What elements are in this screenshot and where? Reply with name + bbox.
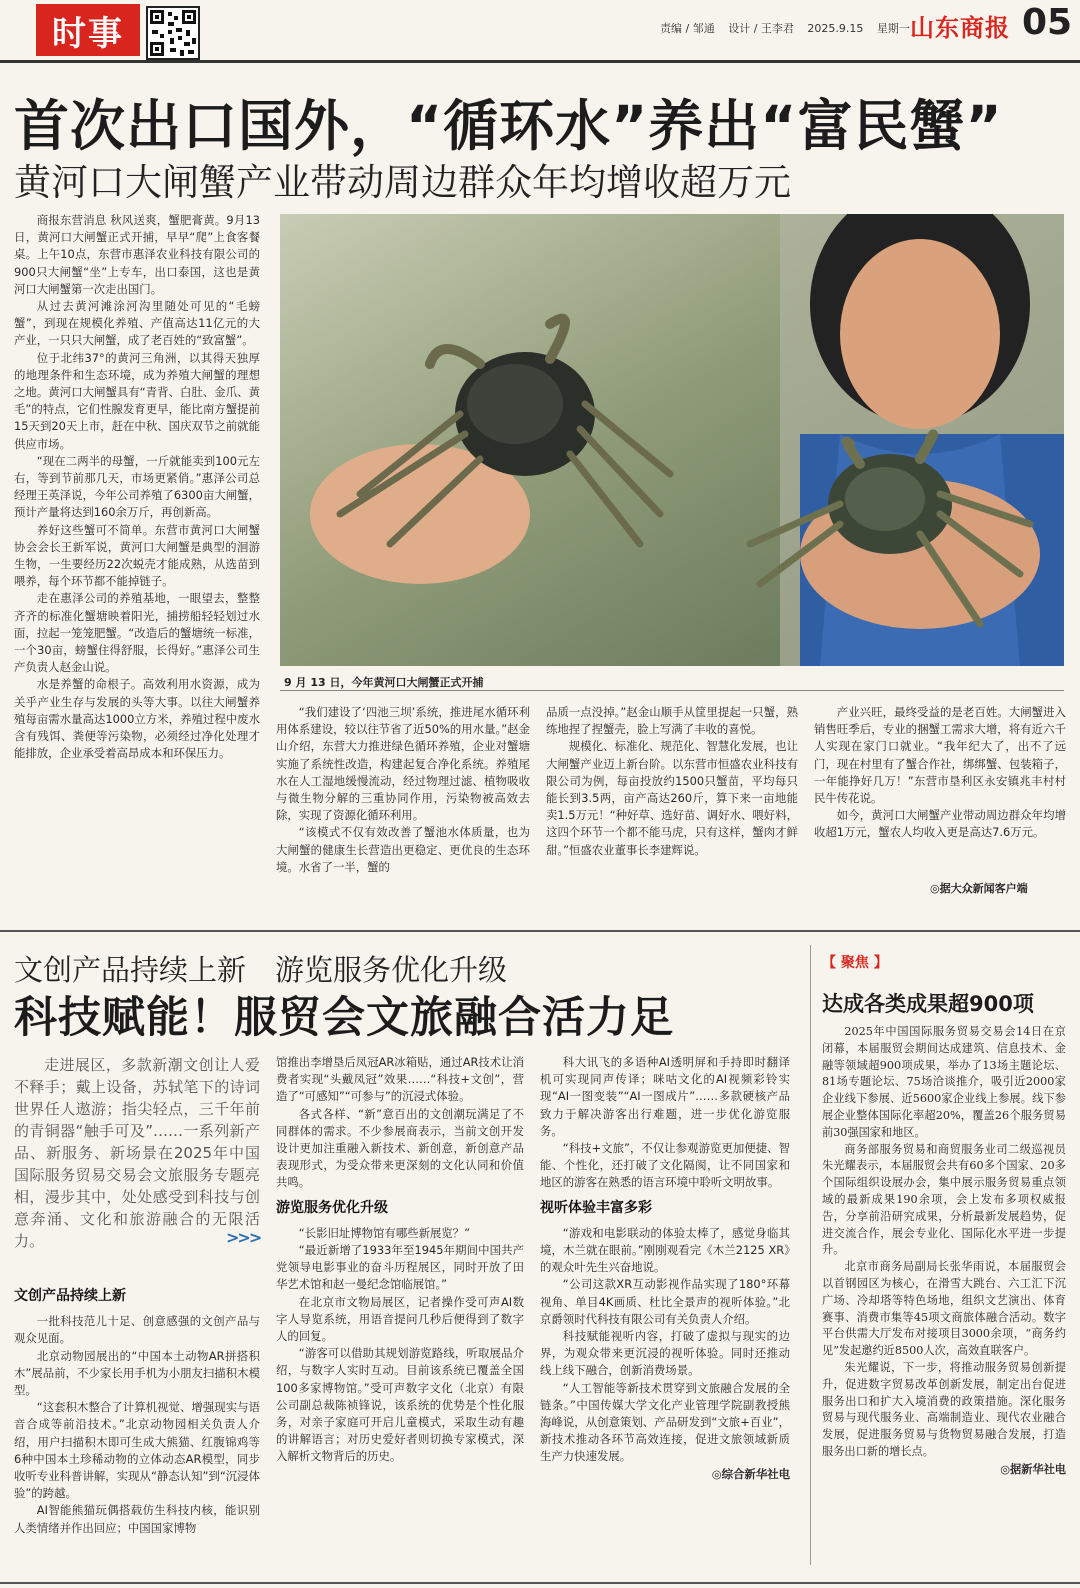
- paragraph: “人工智能等新技术贯穿到文旅融合发展的全链条。”中国传媒大学文化产业管理学院副教授熊海峰说，从创意策划、产品研发到“文旅+百业”，新技术推动各环节高效连接，促进文旅领域新质生产力快速发展。: [540, 1380, 790, 1464]
- paragraph: 品质一点没掉。”赵金山顺手从筐里提起一只蟹，熟练地捏了捏蟹壳，脸上写满了丰收的喜悦。: [546, 705, 798, 737]
- subhead-shiting: 视听体验丰富多彩: [540, 1199, 652, 1216]
- section-divider: [0, 930, 1080, 932]
- issue-weekday: 星期一: [876, 22, 910, 35]
- paragraph: 商务部服务贸易和商贸服务业司二级巡视员朱光耀表示，本届服贸会共有60多个国家、20多个国际组织设展办会，集中展示服务贸易重点领域的最新成果190余项，会上发布多项权威报告，分享前沿研究成果，分析最新发展趋势，促进交流合作，展会专业化、国际化水平进一步提升。: [822, 1142, 1066, 1257]
- story2-intro: [14, 1054, 260, 1252]
- story2-headline: 科技赋能！服贸会文旅融合活力足: [14, 993, 674, 1043]
- story1-column-4: [814, 704, 1066, 904]
- bottom-divider: [0, 1582, 1080, 1584]
- story2-credit: ◎综合新华社电: [711, 1466, 790, 1481]
- photo-caption: 9 月 13 日，今年黄河口大闸蟹正式开捕: [284, 676, 484, 689]
- story1-column-1: [14, 212, 260, 902]
- paragraph: “长影旧址博物馆有哪些新展览？”: [298, 1225, 471, 1240]
- paragraph: “科技+文旅”，不仅让参观游览更加便捷、智能、个性化，还打破了文化隔阂，让不同国家和地区的游客在熟悉的语言环境中聆听文明故事。: [540, 1141, 790, 1190]
- caption-divider: [280, 690, 1064, 691]
- paragraph: “我们建设了‘四池三坝’系统，推进尾水循环利用体系建设，较以往节省了近50%的用水量。”赵金山介绍，东营大力推进绿色循环养殖，企业对蟹塘实施了系统性改造，构建起复合净化系统。养殖尾水在人工湿地缓慢流动，经过物理过滤、植物吸收与微生物分解的三重协同作用，污染物被高效去除，实现了资源化循环利用。: [276, 705, 530, 823]
- story2-column-3: [540, 1054, 790, 1534]
- paragraph: 养好这些蟹可不简单。东营市黄河口大闸蟹协会会长王新军说，黄河口大闸蟹是典型的洄游生物，一生要经历22次蜕壳才能成熟，从选苗到喂养，每个环节都不能掉链子。: [14, 522, 260, 589]
- crab-photo: [280, 214, 1064, 666]
- story2-column-1: [14, 1054, 260, 1534]
- paragraph: 朱光耀说，下一步，将推动服务贸易创新提升，促进数字贸易改革创新发展，制定出台促进服务出口和扩大入境消费的政策措施。深化服务贸易与现代服务业、高端制造业、现代农业融合发展，促进服务贸易与货物贸易融合发展，打造服务出口新的增长点。: [822, 1360, 1066, 1458]
- qr-code-icon[interactable]: [146, 6, 200, 60]
- paragraph: 北京动物园展出的“中国本土动物AR拼搭积木”展品前，不少家长用手机为小朋友扫描积木模型。: [14, 1348, 260, 1398]
- header-divider: [0, 60, 1080, 63]
- story1-headline: 首次出口国外，“循环水”养出“富民蟹”: [14, 94, 1003, 158]
- header-info: [660, 20, 920, 36]
- sidebar-divider: [810, 945, 811, 1565]
- paragraph: 走在惠泽公司的养殖基地，一眼望去，整整齐齐的标准化蟹塘映着阳光，捕捞船轻轻划过水面，拉起一笼笼肥蟹。“改造后的蟹塘统一标准，一个30亩，螃蟹住得舒服，长得好。”惠泽公司生产负责人赵金山说。: [14, 591, 260, 675]
- designer-credit: 设计 / 王李君: [728, 22, 794, 35]
- story3-column: [822, 1024, 1066, 1564]
- subhead-wenchuang: 文创产品持续上新: [14, 1288, 126, 1304]
- paragraph: 在北京市文物局展区，记者操作受可声AI数字人导览系统，用语音提问几秒后便得到了数字人的回复。: [276, 1294, 524, 1344]
- page-number: 05: [1022, 2, 1073, 43]
- paragraph: 各式各样、“新”意百出的文创潮玩满足了不同群体的需求。不少参展商表示，当前文创开发设计更加注重融入新技术、新创意，新创意产品表现形式，为受众带来更深刻的文化认同和价值共鸣。: [276, 1106, 524, 1190]
- paragraph: 规模化、标准化、规范化、智慧化发展，也让大闸蟹产业迈上新台阶。以东营市恒盛农业科技有限公司为例，每亩投放约1500只蟹苗，平均每只能长到3.5两，亩产高达260斤，算下来一亩地能卖1.5万元！“种好草、选好苗、调好水、喂好料，这四个环节一个都不能马虎，只有这样，蟹肉才鲜甜。”恒盛农业董事长李建辉说。: [546, 739, 798, 857]
- story1-credit: ◎据大众新闻客户端: [930, 882, 1028, 895]
- paragraph: 水是养蟹的命根子。高效利用水资源，成为关乎产业生存与发展的头等大事。以往大闸蟹养殖每亩需水量高达1000立方米，养殖过程中废水含有残饵、粪便等污染物，必须经过净化处理才能排放，企业承受着高昂成本和环保压力。: [14, 677, 260, 761]
- paragraph: “游戏和电影联动的体验太棒了，感觉身临其境，木兰就在眼前。”刚刚观看完《木兰2125 XR》的观众叶先生兴奋地说。: [540, 1225, 790, 1275]
- paragraph: “公司这款XR互动影视作品实现了180°环幕视角、单目4K画质、杜比全景声的视听体验。”北京爵领时代科技有限公司有关负责人介绍。: [540, 1277, 790, 1326]
- paragraph: 产业兴旺，最终受益的是老百姓。大闸蟹进入销售旺季后，专业的捆蟹工需求大增，将有近六千人实现在家门口就业。“我年纪大了，出不了远门，现在村里有了蟹合作社，绑绑蟹、包装箱子，一年能挣好几万！”东营市垦利区永安镇兆丰村村民牛传花说。: [814, 705, 1066, 806]
- chevron-right-icon: >>>: [226, 1228, 261, 1247]
- issue-date: 2025.9.15: [807, 22, 864, 35]
- paragraph: 从过去黄河滩涂河沟里随处可见的“毛螃蟹”，到现在规模化养殖、产值高达11亿元的大产业，一只只大闸蟹，成了老百姓的“致富蟹”。: [14, 299, 260, 348]
- paper-name: 山东商报: [910, 14, 1010, 42]
- paragraph: 2025年中国国际服务贸易交易会14日在京闭幕，本届服贸会期间达成建筑、信息技术、金融等领域超900项成果，举办了13场主题论坛、81场专题论坛、75场洽谈推介，吸引近2000家企业线下参展、近5600家企业线上参展。线下参展企业整体国际化率超20%，覆盖26个服务贸易前30强国家和地区。: [822, 1025, 1066, 1139]
- paragraph: “现在二两半的母蟹，一斤就能卖到100元左右，等到节前那几天，市场更紧俏。”惠泽公司总经理王英泽说，今年公司养殖了6300亩大闸蟹，预计产量将达到160余万斤，再创新高。: [14, 453, 260, 520]
- paragraph: 走进展区，多款新潮文创让人爱不释手；戴上设备，苏轼笔下的诗词世界任人遨游；指尖轻点，三千年前的青铜器“触手可及”……一系列新产品、新服务、新场景在2025年中国国际服务贸易交易会文旅服务专题亮相，漫步其中，处处感受到科技与创意奔涌、文化和旅游融合的无限活力。: [14, 1056, 260, 1250]
- story2-column-2: [276, 1054, 524, 1534]
- paragraph: 如今，黄河口大闸蟹产业带动周边群众年均增收超1万元，蟹农人均收入更是高达7.6万元。: [814, 808, 1066, 840]
- story1-subheadline: 黄河口大闸蟹产业带动周边群众年均增收超万元: [14, 161, 791, 204]
- paragraph: “最近新增了1933年至1945年期间中国共产党领导电影事业的奋斗历程展区，同时开放了田华艺术馆和赵一曼纪念馆临展馆。”: [276, 1243, 524, 1292]
- subhead-youlan: 游览服务优化升级: [276, 1199, 388, 1216]
- story1-column-3: [546, 704, 798, 904]
- paragraph: 商报东营消息 秋风送爽，蟹肥膏黄。9月13日，黄河口大闸蟹正式开捕，早早“爬”上食客餐桌。上午10点，东营市惠泽农业科技有限公司的900只大闸蟹“坐”上专车，出口泰国，这也是黄河口大闸蟹第一次走出国门。: [14, 213, 260, 296]
- paragraph: AI智能熊猫玩偶搭载仿生科技内核，能识别人类情绪并作出回应；中国国家博物: [14, 1503, 260, 1534]
- paragraph: “游客可以借助其规划游览路线，听取展品介绍，与数字人实时互动。目前该系统已覆盖全国100多家博物馆。”受可声数字文化（北京）有限公司副总裁陈祯锋说，该系统的优势是个性化服务，对亲子家庭可开启儿童模式，采取生动有趣的讲解语言；对历史爱好者则切换专家模式，深入解析文物背后的历史。: [276, 1346, 524, 1464]
- story3-headline: 达成各类成果超900项: [822, 992, 1034, 1016]
- paragraph: 科技赋能视听内容，打破了虚拟与现实的边界，为观众带来更沉浸的视听体验。同时还推动线上线下融合，创新消费场景。: [540, 1329, 790, 1378]
- story2-kicker: 文创产品持续上新 游览服务优化升级: [14, 953, 508, 987]
- paragraph: 科大讯飞的多语种AI透明屏和手持即时翻译机可实现同声传译；咪咕文化的AI视频彩铃实现“AI一图变装”“AI一图成片”……多款硬核产品致力于解决游客出行难题，进一步优化游览服务。: [540, 1055, 790, 1138]
- paragraph: “这套积木整合了计算机视觉、增强现实与语音合成等前沿技术。”北京动物园相关负责人介绍，用户扫描积木即可生成大熊猫、红腹锦鸡等6种中国本土珍稀动物的立体动态AR模型，同步收听专业科普讲解，实现从“静态认知”到“沉浸体验”的跨越。: [14, 1400, 260, 1501]
- story3-credit: ◎据新华社电: [1000, 1461, 1066, 1476]
- focus-tag: 【 聚焦 】: [822, 955, 888, 971]
- story1-column-2: [276, 704, 530, 904]
- section-badge: 时事: [36, 4, 140, 56]
- paragraph: 一批科技范儿十足、创意感强的文创产品与观众见面。: [14, 1314, 260, 1346]
- paragraph: 位于北纬37°的黄河三角洲，以其得天独厚的地理条件和生态环境，成为养殖大闸蟹的理想之地。黄河口大闸蟹具有“青背、白肚、金爪、黄毛”的特点，它们性腺发育更早，能比南方蟹提前15天到20天上市，赶在中秋、国庆双节之前就能供应市场。: [14, 350, 260, 451]
- paragraph: 北京市商务局副局长张华雨说，本届服贸会以首钢园区为核心，在滑雪大跳台、六工汇下沉广场、冷却塔等特色场地，组织文艺演出、体育赛事、消费市集等45项文商旅体融合活动。数字平台供需大厅发布对接项目3000余项，“商务约见”发起邀约近8500人次，高效直联客户。: [822, 1260, 1066, 1358]
- paragraph: “该模式不仅有效改善了蟹池水体质量，也为大闸蟹的健康生长营造出更稳定、更优良的生态环境。水省了一半，蟹的: [276, 825, 530, 874]
- paragraph: 馆推出李增垦后凤冠AR冰箱贴，通过AR技术让消费者实现“头戴凤冠”效果……“科技+文创”，营造了“可感知”“可参与”的沉浸式体验。: [276, 1055, 524, 1104]
- editor-credit: 责编 / 邹通: [660, 22, 715, 35]
